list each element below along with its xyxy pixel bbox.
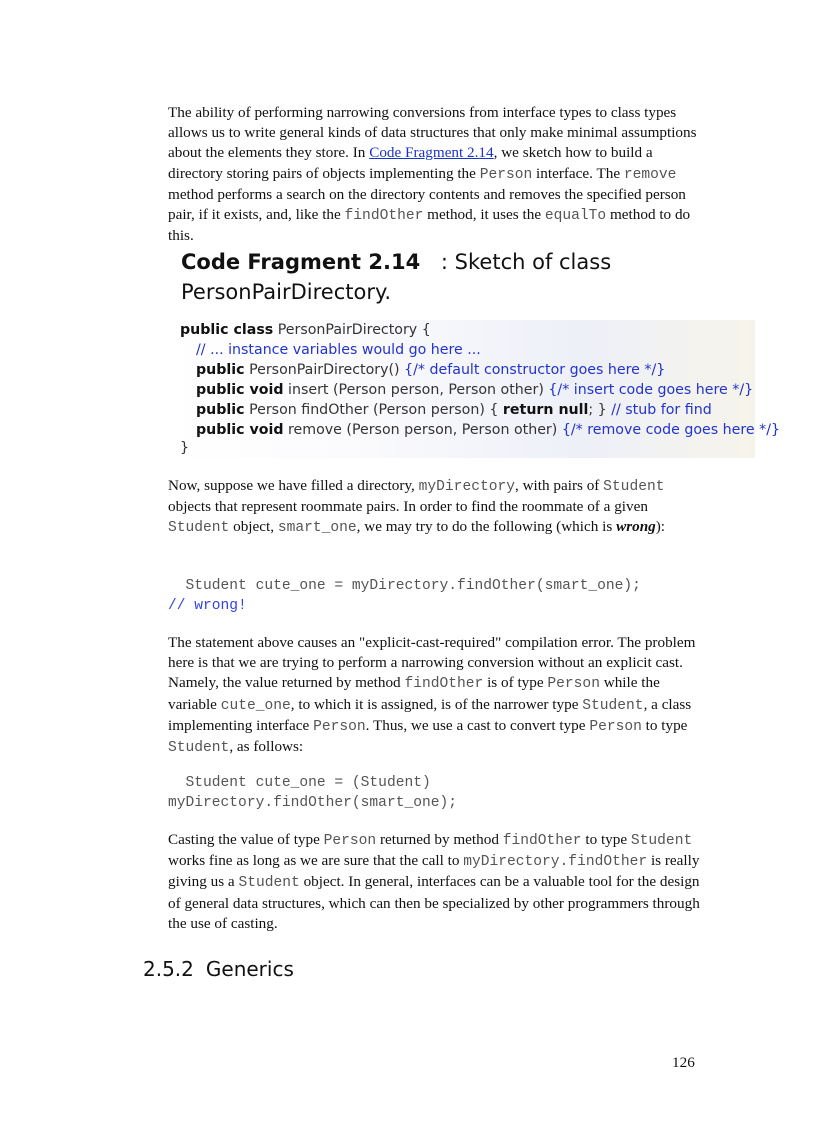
text: method to do this. — [168, 206, 691, 245]
caption-text: : Sketch of class PersonPairDirectory. — [181, 250, 612, 304]
text: interface. The — [532, 164, 624, 182]
inline-code: Student — [582, 697, 644, 714]
inline-code: Student — [603, 479, 665, 495]
inline-code: findOther — [502, 833, 582, 849]
code-fragment-link[interactable]: Code Fragment 2.14 — [369, 144, 494, 162]
text: The ability of performing narrowing conversions from interface types to class types allows us to write general kinds of data structures that only make minimal assumptions about the elements they store. In — [168, 104, 697, 162]
text: method, it uses the — [423, 206, 545, 224]
inline-code: Student — [630, 833, 693, 849]
text: method performs a search on the directory contents and removes the specified person pair, if it exists, and, like the — [168, 185, 686, 224]
inline-code: smart_one — [277, 520, 357, 537]
page-number: 126 — [672, 1054, 695, 1071]
inline-code: equalTo — [544, 208, 607, 225]
section-number: 2.5.2 — [143, 957, 194, 981]
emphasis: wrong — [616, 518, 656, 536]
inline-code: remove — [623, 166, 677, 183]
inline-code: Person — [323, 833, 377, 849]
code-block-cast — [168, 773, 457, 813]
code-line: Student cute_one = (Student) — [168, 775, 431, 791]
code-line: // ... instance variables would go here ... — [196, 342, 481, 358]
inline-code: findOther — [404, 676, 484, 693]
inline-code: Person — [589, 718, 642, 735]
code-line: public PersonPairDirectory() {/* default constructor goes here */} — [196, 362, 666, 378]
intro-paragraph — [168, 103, 708, 246]
inline-code: Person — [313, 718, 366, 735]
inline-code: Student — [168, 740, 230, 757]
caption-label: Code Fragment 2.14 — [181, 250, 421, 274]
code-fragment-image — [170, 320, 781, 458]
inline-code: Person — [479, 166, 533, 183]
inline-code: myDirectory.findOther — [463, 854, 648, 871]
code-line: } — [180, 440, 190, 456]
paragraph-4: Casting the value of type Person returned by method findOther to type Student works fine as long as we are sure that the call to myDirectory.findOther is really giving us a Student object. In general, interfaces can be a valuable tool for the design of general data structures, which can then be specialized by other programmers through the use of casting. — [168, 831, 700, 932]
inline-code: findOther — [344, 208, 424, 225]
text: , we sketch how to build a directory storing pairs of objects implementing the — [168, 144, 653, 182]
code-line: public void remove (Person person, Person other) {/* remove code goes here */} — [196, 422, 781, 438]
code-line: Student cute_one = myDirectory.findOther(smart_one); — [168, 578, 641, 594]
code-line: public class PersonPairDirectory { — [180, 322, 431, 338]
paragraph-3: The statement above causes an "explicit-cast-required" compilation error. The problem here is that we are trying to perform a narrowing conversion without an explicit cast. Namely, the value returned by method findOther is of type Person while the variable cute_one, to which it is assigned, is of the narrower type Student, a class implementing interface Person. Thus, we use a cast to convert type Person to type Student, as follows: — [168, 634, 696, 757]
paragraph-2: Now, suppose we have filled a directory, myDirectory, with pairs of Student objects that represent roommate pairs. In order to find the roommate of a given Student object, smart_one, we may try to do the following (which is wrong): — [168, 477, 666, 537]
inline-code: cute_one — [220, 697, 291, 714]
section-heading — [143, 957, 306, 981]
inline-code: Student — [238, 875, 300, 892]
code-line: myDirectory.findOther(smart_one); — [168, 795, 458, 811]
inline-code: myDirectory — [418, 479, 515, 495]
code-line: public Person findOther (Person person) { return null; } // stub for find — [196, 402, 712, 418]
code-comment: // wrong! — [168, 598, 247, 614]
code-line: public void insert (Person person, Person other) {/* insert code goes here */} — [196, 382, 754, 398]
section-title: Generics — [205, 957, 294, 981]
inline-code: Person — [547, 676, 600, 693]
code-fragment-caption — [181, 247, 741, 307]
inline-code: Student — [168, 520, 230, 537]
code-block-wrong — [168, 576, 641, 616]
